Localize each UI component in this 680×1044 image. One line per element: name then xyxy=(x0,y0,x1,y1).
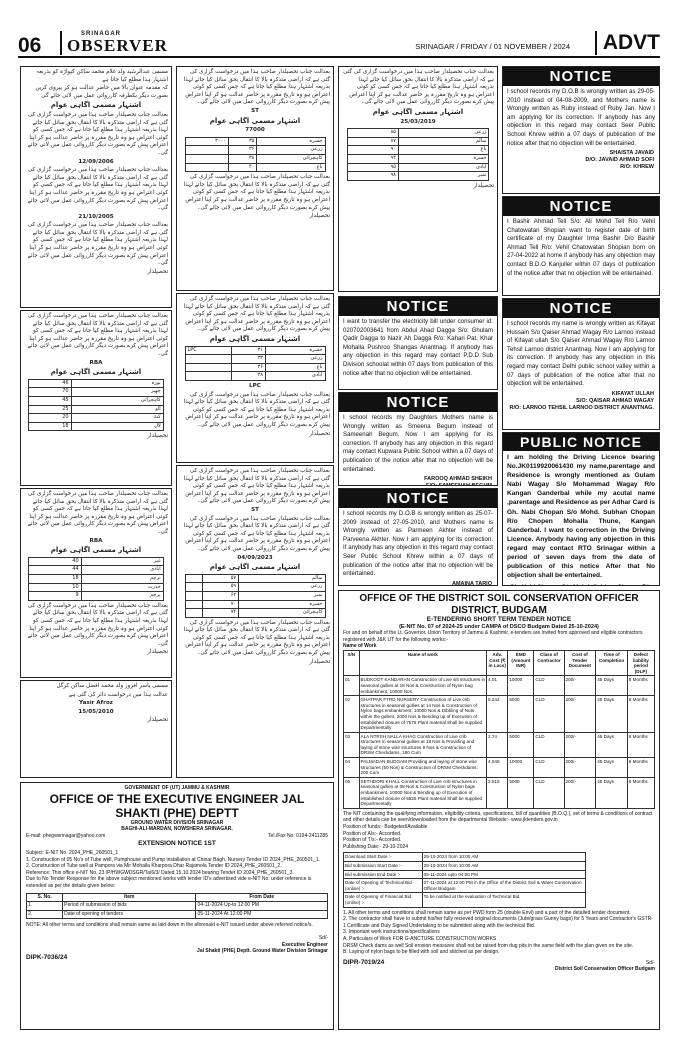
cell: ALA NTRSH NALLA KHAG Construction of Live crib structures in seasonal gullies at 18 Nos & Providing and laying of stone wire structures 8 Nos & Construction of DRSM Checkdams, 180 Cum xyxy=(359,732,487,757)
urdu-date: 15/05/2010 xyxy=(78,708,114,715)
notice-signature: R/O: LARNOO TEHSIL LARNOO DISTRICT ANANTNAG. xyxy=(509,404,654,411)
public-notice-title: PUBLIC NOTICE xyxy=(503,433,659,451)
phe-sub2: BAGHI-ALI-MARDAN, NOWSHERA SRINAGAR. xyxy=(121,826,233,833)
phe-govt: GOVERNMENT OF (UT) JAMMU & KASHMIR xyxy=(124,785,230,791)
urdu-land-table xyxy=(185,574,326,618)
urdu-para: بعدالت جناب تحصیلدار صاحب ہذا میں درخواست گزاری کی گئی ہے کہ اراضی متذکرہ بالا کا انتقال بحق سائل کیا جائے لہذا بذریعہ اشتہار ہذا مطلع کیا جاتا ہے کہ جس کسی کو کوئی اعتراض ہو وہ تاریخ مقررہ پر حاضر عدالت ہو کر اپنا اعتراض پیش کرے بصورت دیگر کارروائی عمل میں لائی جائے گی۔ xyxy=(27,111,168,156)
cell: 2.518 xyxy=(487,777,508,808)
cell: 6 Months xyxy=(627,732,654,757)
urdu-signature: تحصیلدار xyxy=(147,717,168,724)
cell: ۳۸ xyxy=(232,372,266,381)
page-number: 06 xyxy=(18,34,42,57)
cell: ۵۹ xyxy=(202,583,238,592)
cell xyxy=(185,574,202,583)
cell: 200/- xyxy=(564,676,596,696)
cell: ۹۲ xyxy=(347,154,398,163)
cell: ۳۸ xyxy=(228,154,257,163)
cell: ۷۰ xyxy=(202,600,238,609)
cell: ۸۷ xyxy=(347,137,398,146)
cell: ۳۶ xyxy=(232,363,266,372)
urdu-para: بعدالت جناب تحصیلدار صاحب ہذا میں درخواست گزاری کی گئی ہے کہ اراضی متذکرہ بالا کا انتقال بحق سائل کیا جائے لہذا بذریعہ اشتہار ہذا مطلع کیا جاتا ہے کہ جس کسی کو کوئی اعتراض ہو وہ تاریخ مقررہ پر حاضر عدالت ہو کر اپنا اعتراض پیش کرے بصورت دیگر کارروائی عمل میں لائی جائے گی۔ xyxy=(343,69,494,106)
urdu-ad-6 xyxy=(176,293,334,463)
tender-pos: Position of A/s:- Accorded. xyxy=(343,830,402,837)
urdu-para: بعدالت جناب تحصیلدار صاحب ہذا میں درخواست گزاری کی گئی ہے کہ اراضی متذکرہ بالا کا انتقال بحق سائل کیا جائے لہذا بذریعہ اشتہار ہذا مطلع کیا جاتا ہے کہ جس کسی کو کوئی اعتراض ہو وہ تاریخ مقررہ پر حاضر عدالت ہو کر اپنا اعتراض پیش کرے بصورت دیگر کارروائی عمل میں لائی جائے گی۔ xyxy=(183,515,330,552)
cell: 10000 xyxy=(508,676,534,696)
notice-signature: AMAINA TARIQ xyxy=(451,580,492,586)
cell: BUDKOOT KANDARAN Construction of Live silt structures in seasonal gullies at 18 Nos & Construction of Nylon bag embankment, 10000 Nos xyxy=(359,676,487,696)
cell: 2.74 xyxy=(487,732,508,757)
notice-electricity xyxy=(338,296,498,390)
cell: 200/- xyxy=(564,758,596,778)
notice-body: I school records my D.O.B is wrongly written as 29-05-2010 instead of 04-08-2009, and Mothers name is Wrongly written as Ruby instead of Ruby Jan. Now I am applying for its correction. If anybody has any objection in this regard may contact Seer Public School Khrew within a 07 days of publication of the notice after that no objection will be entertained. xyxy=(507,88,655,147)
cell xyxy=(185,163,228,172)
cell: 10 xyxy=(29,583,81,592)
urdu-para: بعدالت جناب تحصیلدار صاحب ہذا میں درخواست گزاری کی گئی ہے کہ اراضی متذکرہ بالا کا انتقال بحق سائل کیا جائے لہذا بذریعہ اشتہار ہذا مطلع کیا جاتا ہے کہ جس کسی کو کوئی اعتراض ہو وہ تاریخ مقررہ پر حاضر عدالت ہو کر اپنا اعتراض پیش کرے بصورت دیگر کارروائی عمل میں لائی جائے گی۔ xyxy=(27,222,168,267)
col-header: Time of Completion xyxy=(596,650,628,675)
cell: نرچم xyxy=(81,574,163,583)
urdu-code: ST xyxy=(251,107,259,114)
cell: Date of opening of tenders xyxy=(63,910,196,919)
masthead-title: OBSERVER xyxy=(67,36,168,55)
cell: 46 xyxy=(29,379,71,388)
urdu-signature: تحصیلدار xyxy=(309,430,330,437)
cell: ۸۵ xyxy=(347,129,398,138)
tender-sd: Sd/- xyxy=(645,959,655,966)
cell: کاہچرائی xyxy=(71,396,163,405)
phe-extension-title: EXTENSION NOTICE 1ST xyxy=(138,840,216,848)
urdu-heading: اشتہار مسمی اگاہی عوام xyxy=(50,368,142,377)
cell: کاہچرائی xyxy=(257,154,325,163)
cell: ۹۰ xyxy=(347,146,398,155)
cell: 07-11-2024 at 12:00 PM in the Office of the District Soil & Water Conservation Officer Budgam xyxy=(422,879,586,893)
cell xyxy=(185,355,232,364)
page-header xyxy=(18,31,660,58)
table-row xyxy=(344,732,655,757)
urdu-code: LPC xyxy=(249,382,261,389)
cell: نمبر xyxy=(239,591,325,600)
cell: 5.242 xyxy=(487,696,508,733)
urdu-line: کہ مقدمہ عنوان بالا میں حاضر عدالت ہو کر پیروی کریں بصورت دیگر یکطرفہ کارروائی عمل میں لائی جائے گی xyxy=(35,85,168,99)
tender-nit: (E-NIT No. 07 of 2024-25 under CAMPA of DSCO Budgam Dated 25-10-2024) xyxy=(399,623,599,630)
cell xyxy=(185,363,232,372)
cell: نوزہ xyxy=(71,379,163,388)
tender-mid: The NIT containing the qualifying information, eligibility criteria, specifications, bill of quantities (B.O.Q.), set of terms & conditions of contract and other details can be seen/downloaded from the departmental Website:- www.jktenders.gov.in xyxy=(343,810,653,824)
notice-signature: FAROOQ AHMAD SHEIKH xyxy=(424,476,492,483)
phe-subject: 2. Construction of Tube well at Pampora via Mir Mohalla Kharpora Dhar Rajamola Tender ID 2024_PHE_260501_2. xyxy=(26,863,282,870)
phe-body: Due to No Tender Response for the above subject mentioned works with tender ID's advertised vide e-NIT No. under reference is extended as per the details given below: xyxy=(26,876,312,889)
urdu-signature: تحصیلدار xyxy=(147,649,168,656)
urdu-signature: تحصیلدار xyxy=(473,182,494,189)
dateline: SRINAGAR / FRIDAY / 01 NOVEMBER / 2024 xyxy=(415,42,570,51)
masthead-city: SRINAGAR xyxy=(81,31,122,37)
cell: آلو xyxy=(71,405,163,414)
cell: Period of submission of bids xyxy=(63,902,196,911)
cell: CLD xyxy=(534,758,564,778)
cell: غیر xyxy=(81,557,163,566)
urdu-signature: تحصیلدار xyxy=(309,213,330,220)
urdu-line: مسمی عبدالرشید ولد غلام محمد ساکن کپواڑہ کو بذریعہ اشتہار ہذا مطلع کیا جاتا ہے xyxy=(36,69,168,83)
urdu-para: بعدالت جناب تحصیلدار صاحب ہذا میں درخواست گزاری کی گئی ہے کہ اراضی متذکرہ بالا کا انتقال بحق سائل کیا جائے لہذا بذریعہ اشتہار ہذا مطلع کیا جاتا ہے کہ جس کسی کو کوئی اعتراض ہو وہ تاریخ مقررہ پر حاضر عدالت ہو کر اپنا اعتراض پیش کرے بصورت دیگر کارروائی عمل میں لائی جائے گی۔ xyxy=(183,296,330,333)
urdu-ad-3 xyxy=(20,488,172,678)
cell: 200/- xyxy=(564,732,596,757)
cell: پرچم xyxy=(81,592,163,601)
cell xyxy=(185,154,228,163)
table-row xyxy=(27,910,328,919)
cell: 70 xyxy=(29,388,71,397)
cell: 03 xyxy=(344,732,360,757)
notice-body: I Bashir Ahmad Tell S/o: Ali Mohd Tell R/o Vehil Chatowatan Shopian want to register date of birth certificate of my Daughter Irma Bashir D/o Bashir Ahmad Tell R/o: Vehil Chatowatan Shopian born on 27-04-2022 at home if anybody has any objection may contact B.D.O Kanjuller within 07 days of publication of the notice after that no objection will be entertained. xyxy=(507,218,655,277)
col-header: Cost of Tender Document xyxy=(564,650,596,675)
cell: 40 xyxy=(29,557,81,566)
tender-intro: For and on behalf of the Lt. Governor, Union Territory of Jammu & Kashmir, e-tenders are invited from approved and eligible contractors registered with J&K UT for the following works:- xyxy=(343,630,643,643)
cell: 18 xyxy=(29,574,81,583)
cell xyxy=(185,609,202,618)
urdu-name: Yasir Afroz xyxy=(79,700,113,707)
urdu-land-table xyxy=(347,128,490,181)
public-notice xyxy=(502,432,660,586)
urdu-ad-5 xyxy=(176,66,334,291)
cell: ۵۷ xyxy=(202,574,238,583)
notice-body: I school records my Daughters Mothers name is Wrongly written as Smeena Begum instead of Sameenah Begum. Now I am applying for its correction. If anybody has any objection in this regard may contact Kupwara Public School within a 07 days of publication of the notice after that no objection will be entertained. xyxy=(343,414,493,473)
cell: 6 Months xyxy=(627,758,654,778)
col-header: S. No. xyxy=(27,893,63,902)
col-header: S/N xyxy=(344,650,360,675)
urdu-heading: اشتہار مسمی اگاہی عوام xyxy=(209,116,301,125)
col-header: Adv. Cost (₹ in Lacs) xyxy=(487,650,508,675)
cell: ۹۵ xyxy=(347,163,398,172)
notice-signature: D/O: JAVAID AHMAD SOFI xyxy=(585,157,654,164)
phe-extension-notice xyxy=(20,782,334,1030)
section-label: ADVT xyxy=(595,31,660,55)
cell: ۷۴ xyxy=(202,609,238,618)
cell: خسرہ xyxy=(399,154,489,163)
notice-title: NOTICE xyxy=(339,489,497,508)
cell: 04 xyxy=(344,758,360,778)
urdu-date: 21/10/2005 xyxy=(78,213,114,220)
cell: 1. xyxy=(27,902,63,911)
phe-title: OFFICE OF THE EXECUTIVE ENGINEER JAL SHAKTI (PHE) DEPTT xyxy=(49,791,305,820)
phe-sig1: Executive Engineer xyxy=(281,941,328,948)
cell: 5000 xyxy=(508,732,534,757)
col-header: Item xyxy=(63,893,196,902)
phe-note: NOTE: All other terms and conditions shall remain same as laid down in the aforesaid e-NIT issued under above referred notice/s. xyxy=(26,922,313,929)
cell: ۳۶ xyxy=(228,146,257,155)
col-header: Class of Contractor xyxy=(534,650,564,675)
urdu-amount: 77000 xyxy=(245,127,265,134)
tender-pos: Publishing Date:- 29-10-2024 xyxy=(343,843,409,850)
urdu-para: بعدالت جناب تحصیلدار صاحب ہذا میں درخواست گزاری کی گئی ہے کہ اراضی متذکرہ بالا کا انتقال بحق سائل کیا جائے لہذا بذریعہ اشتہار ہذا مطلع کیا جاتا ہے کہ جس کسی کو کوئی اعتراض ہو وہ تاریخ مقررہ پر حاضر عدالت ہو کر اپنا اعتراض پیش کرے بصورت دیگر کارروائی عمل میں لائی جائے گی۔ xyxy=(27,167,168,212)
cell: 45 Days xyxy=(596,758,628,778)
cell xyxy=(185,372,232,381)
tender-pos: Position of funds:- Budgeted/Available xyxy=(343,824,428,830)
phe-sd: Sd/- xyxy=(318,934,328,941)
urdu-code: RBA xyxy=(89,537,103,544)
cell: سالم xyxy=(239,574,325,583)
cell: زرعی xyxy=(239,583,325,592)
cell: 45 Days xyxy=(596,732,628,757)
notice-body: I school records my name is wrongly written as Kifayat Hussain S/o Qaiser Ahmad Wagay R/o Larnoo instead of Kifayat ullah S/o Qaiser Ahmad Wagay R/o Larnoo Tehsil Larnoo district Anantnag. Now I am applying for its correction. If anybody has any objection in this regard may contact Delhi public school valley within a 07 days of publication of the notice after that no objection will be entertained. xyxy=(507,320,655,388)
phe-table xyxy=(26,893,328,920)
urdu-ad-1 xyxy=(20,66,172,308)
phe-tel: Tel./Fax No: 0194-2411285 xyxy=(268,832,328,839)
cell: 01 xyxy=(344,676,360,696)
urdu-ad-7 xyxy=(176,465,334,778)
cell: 05-11-2024 At 12:00 PM xyxy=(196,910,328,919)
cell: PALMADAN BUDGAM Providing and laying of stone wire structures (50 Nos) & Construction of DRSM Checkdams, 200 Cum xyxy=(359,758,487,778)
cell: نمبر xyxy=(399,172,489,181)
urdu-signature: تحصیلدار xyxy=(147,433,168,440)
urdu-land-table xyxy=(185,137,326,172)
urdu-line: مسمی یاسر افروز ولد محمد افضل ساکن کرگل xyxy=(56,683,168,689)
cell: 5000 xyxy=(508,696,534,733)
cell: 6 Months xyxy=(627,777,654,808)
cell: لال xyxy=(71,422,163,431)
cell: زرعی xyxy=(399,129,489,138)
tender-term: A. Particulars of Work FOR G-ANCTURE CONSTRUCTION WORKS xyxy=(343,935,497,942)
cell: ۳۱ xyxy=(232,346,266,355)
urdu-ad-2 xyxy=(20,310,172,486)
urdu-code: RBA xyxy=(89,359,103,366)
urdu-line: عدالت ہذا میں درخواست دائر کی گئی ہے xyxy=(68,691,168,698)
cell: سالم xyxy=(399,137,489,146)
cell: کٹ xyxy=(71,414,163,423)
cell: باغ xyxy=(265,363,325,372)
notice-title: NOTICE xyxy=(503,67,659,86)
tender-term: 3. Important work instructions/specifications xyxy=(343,929,440,936)
notice-signature xyxy=(339,483,497,486)
public-notice-signature xyxy=(503,582,659,586)
notice-title: NOTICE xyxy=(339,393,497,412)
urdu-heading: اشتہار مسمی اگاہی عوام xyxy=(209,334,301,343)
cell: GHATPAR FTRD NURSERY Construction of Live crib structures in seasonal gullies at 14 Nos & Construction of Nylon bags embankment, 10000 Nos & Dibbling of Nuts within the gullies, 2000 Nos & Bending up of Execution of established closure of 7575 Plant material Shall be supplied Departmentally xyxy=(359,696,487,733)
tender-term: B. Laying of nylon bags to be filled with soil and stitched as per design. xyxy=(343,949,500,956)
urdu-date: 04/09/2023 xyxy=(237,554,273,561)
cell: CLD xyxy=(534,732,564,757)
cell xyxy=(185,146,228,155)
cell: آبادی xyxy=(399,163,489,172)
cell: 200/- xyxy=(564,777,596,808)
public-notice-body: I am holding the Driving Licence bearing No.JK0119920061430 my name,parentage and Residence is wrongly mentioned as Gulam Nabi Wagay S/o Mohammad Wagay R/o Kangan Ganderbal while my acutal name ,parentage and Residence as per Adhar Card is Gh. Nabi Chopan S/o Mohd. Subhan Chopan R/o Chopen Mohalla Thune, Kangan Ganderbal. I want to correction in the Driving Licence. Anybody having any objection in this regard may contact RTO Srinagar within a period of seven days from the date of publication of this notice After that No objection shall be entertained. xyxy=(507,454,655,580)
phe-email: E-mail: phegwsrinagar@yahoo.com xyxy=(26,832,106,839)
cell: Bid submission Start Date :- xyxy=(344,861,423,870)
soil-tender-notice xyxy=(338,590,660,1030)
cell xyxy=(185,583,202,592)
masthead-logo xyxy=(60,31,168,55)
urdu-signature: تحصیلدار xyxy=(309,658,330,665)
urdu-para: بعدالت جناب تحصیلدار صاحب ہذا میں درخواست گزاری کی گئی ہے کہ اراضی متذکرہ بالا کا انتقال بحق سائل کیا جائے لہذا بذریعہ اشتہار ہذا مطلع کیا جاتا ہے کہ جس کسی کو کوئی اعتراض ہو وہ تاریخ مقررہ پر حاضر عدالت ہو کر اپنا اعتراض پیش کرے بصورت دیگر کارروائی عمل میں لائی جائے گی۔ xyxy=(183,619,330,657)
cell: Download Start Date :- xyxy=(344,853,423,862)
cell: چھپر xyxy=(71,388,163,397)
cell: زرعی xyxy=(257,146,325,155)
tender-title: OFFICE OF THE DISTRICT SOIL CONSERVATION OFFICER DISTRICT, BUDGAM xyxy=(359,593,639,616)
col-header: Name of work xyxy=(359,650,487,675)
notice-school-2 xyxy=(338,392,498,486)
cell: کاہچرائی xyxy=(239,609,325,618)
cell: آبادی xyxy=(265,372,325,381)
cell: 45 Days xyxy=(596,676,628,696)
cell: 5000 xyxy=(508,777,534,808)
urdu-code: ST xyxy=(251,506,259,513)
cell: خسرہ xyxy=(265,346,325,355)
cell: 9 xyxy=(29,592,81,601)
cell xyxy=(185,591,202,600)
phe-subject: 1. Construction of 05 No's of Tube well, Pumphouse and Pump installation at Chinar Bagh, Nursery Tender ID 2024_PHE_260501_1. xyxy=(26,856,321,863)
cell: SETHDORI KHALL Construction of Live crib structures in seasonal gullies at 08 Nos & Construction of Nylon bags embankment, 10000 Nos & Bending up of Execution of established closure of 5525 Plant material Shall be supplied Departmentally xyxy=(359,777,487,808)
cell: 45 Days xyxy=(596,696,628,733)
phe-reference: Reference: This office e-NIT No. 23 /P/HWGWDSGR/Ta/6/3/ Dated 15.10.2024 bearing Tender ID 2024_PHE_260501_3. xyxy=(26,869,294,876)
cell: CLD xyxy=(534,676,564,696)
cell: خسرہ xyxy=(257,137,325,146)
cell: آبادی xyxy=(81,566,163,575)
notice-body: I want to transfer the electricity bill under consumer id: 020702003641 from Abdul Ahad Dagga S/o: Ghulam Qadir Dagga to Nazir Ah Dagga R/o: Kahari Pat, Khar Mohalla Pushroo Shangas Anantnag. If anybody has any objection in this regard may contact P.D.D Sub Division schoolat within 07 days from publication of this notice after that no objection will be entertained. xyxy=(343,318,493,377)
table-row xyxy=(27,902,328,911)
notice-signature: R/O: KHREW xyxy=(620,164,654,171)
notice-school-1 xyxy=(502,66,660,194)
phe-sig2: Jal Shakti (PHE) Deptt. Ground Water Division Srinagar xyxy=(197,948,328,955)
cell: 45 xyxy=(29,396,71,405)
urdu-heading: اشتہار مسمی اگاہی عوام xyxy=(372,107,464,116)
tender-table xyxy=(343,650,655,809)
cell: خدرت xyxy=(81,583,163,592)
cell: ۴۰ xyxy=(228,163,257,172)
cell: 4.01 xyxy=(487,676,508,696)
notice-name-correction xyxy=(502,298,660,430)
notice-signature: SHAISTA JAVAID xyxy=(609,150,654,157)
phe-dipr: DIPK-7036/24 xyxy=(26,953,68,961)
notice-body: I school records my D.O.B is wrongly written as 25-07-2009 instead of 27-05-2010, and Mothers name is Wrongly written as Parmeen Akhter instead of Parveena Akhter. Now I am applying for its correction. If anybody has any objection in this regard may contact Seer Public School Khrew within a 07 days of publication of the notice after that no objection will be entertained. xyxy=(343,510,493,578)
notice-birth xyxy=(502,196,660,296)
tender-subtitle: E-TENDERING SHORT TERM TENDER NOTICE xyxy=(426,616,572,623)
urdu-date: 12/09/2006 xyxy=(78,158,114,165)
cell: Date of Opening of Technical Bid (online) :- xyxy=(344,879,423,893)
cell: ۳۳ xyxy=(232,355,266,364)
cell: 44 xyxy=(29,566,81,575)
tender-pos: Position of T/s:- Accorded. xyxy=(343,837,402,844)
table-row xyxy=(344,696,655,733)
urdu-para: بعدالت جناب تحصیلدار صاحب ہذا میں درخواست گزاری کی گئی ہے کہ اراضی متذکرہ بالا کا انتقال بحق سائل کیا جائے لہذا بذریعہ اشتہار ہذا مطلع کیا جاتا ہے کہ جس کسی کو کوئی اعتراض ہو وہ تاریخ مقررہ پر حاضر عدالت ہو کر اپنا اعتراض پیش کرے بصورت دیگر کارروائی عمل میں لائی جائے گی۔ xyxy=(27,491,168,535)
tender-term: 1. All other terms and conditions shall remain same as per PWD form 25 (double Envl) and a part of the detailed tender document. xyxy=(343,909,631,916)
cell: Date of Opening of Financial Bid (online) :- xyxy=(344,893,423,907)
cell: 4.049 xyxy=(487,758,508,778)
cell: 45 Days xyxy=(596,777,628,808)
cell: 10000 xyxy=(508,758,534,778)
cell: Bid submission End Date :- xyxy=(344,870,423,879)
cell: To be notified at the evaluation of Technical Bid. xyxy=(422,893,586,907)
cell: خسرہ xyxy=(239,600,325,609)
urdu-land-table xyxy=(28,379,163,432)
cell: 20 xyxy=(29,414,71,423)
table-row xyxy=(344,676,655,696)
tender-name-heading: Name of Work xyxy=(343,643,377,650)
cell: ۶۲ xyxy=(202,591,238,600)
urdu-para: بعدالت جناب تحصیلدار صاحب ہذا میں درخواست گزاری کی گئی ہے کہ اراضی متذکرہ بالا کا انتقال بحق سائل کیا جائے لہذا بذریعہ اشتہار ہذا مطلع کیا جاتا ہے کہ جس کسی کو کوئی اعتراض ہو وہ تاریخ مقررہ پر حاضر عدالت ہو کر اپنا اعتراض پیش کرے بصورت دیگر کارروائی عمل میں لائی جائے گی۔ xyxy=(27,602,168,647)
urdu-ad-4 xyxy=(20,680,172,778)
urdu-heading: اشتہار مسمی اگاہی عوام xyxy=(50,546,142,555)
cell: CLD xyxy=(534,777,564,808)
cell: 18 xyxy=(29,422,71,431)
cell: 04-11-2024 Up-to 12:00 PM xyxy=(196,902,328,911)
tender-signature: District Soil Conservation Officer Budgam xyxy=(554,966,655,973)
cell: زرعی xyxy=(265,355,325,364)
cell: 29-10-2024 from 10:00 AM xyxy=(422,861,586,870)
urdu-date: 25/03/2019 xyxy=(400,118,436,125)
phe-sub1: GROUND WATER DIVISION SRINAGAR xyxy=(130,819,224,826)
col-header: Defect liability period (DLP) xyxy=(627,650,654,675)
cell: ۳۵ xyxy=(228,137,257,146)
table-row xyxy=(344,758,655,778)
cell: باغ xyxy=(257,163,325,172)
notice-title: NOTICE xyxy=(339,297,497,316)
cell: 05-11-2024 upto 04:00 PM xyxy=(422,870,586,879)
notice-title: NOTICE xyxy=(503,299,659,318)
phe-nit: Subject: E-NIT No. 2024_PHE_260501_1 xyxy=(26,849,119,856)
cell: LPC xyxy=(185,346,232,355)
cell xyxy=(185,600,202,609)
table-row xyxy=(344,777,655,808)
notice-signature: S/O: QAISAR AHMAD WAGAY xyxy=(576,397,654,404)
cell: ۹۸ xyxy=(347,172,398,181)
urdu-heading: اشتہار مسمی اگاہی عوام xyxy=(50,101,142,110)
cell: 29-10-2024 from 10:00 AM xyxy=(422,853,586,862)
cell: باغ xyxy=(399,146,489,155)
urdu-para: بعدالت جناب تحصیلدار صاحب ہذا میں درخواست گزاری کی گئی ہے کہ اراضی متذکرہ بالا کا انتقال بحق سائل کیا جائے لہذا بذریعہ اشتہار ہذا مطلع کیا جاتا ہے کہ جس کسی کو کوئی اعتراض ہو وہ تاریخ مقررہ پر حاضر عدالت ہو کر اپنا اعتراض پیش کرے بصورت دیگر کارروائی عمل میں لائی جائے گی۔ xyxy=(183,69,330,106)
notice-school-3 xyxy=(338,488,498,586)
col-header: EMD (Amount INR) xyxy=(508,650,534,675)
urdu-para: بعدالت جناب تحصیلدار صاحب ہذا میں درخواست گزاری کی گئی ہے کہ اراضی متذکرہ بالا کا انتقال بحق سائل کیا جائے لہذا بذریعہ اشتہار ہذا مطلع کیا جاتا ہے کہ جس کسی کو کوئی اعتراض ہو وہ تاریخ مقررہ پر حاضر عدالت ہو کر اپنا اعتراض پیش کرے بصورت دیگر کارروائی عمل میں لائی جائے گی۔ xyxy=(183,468,330,505)
cell: 6 Months xyxy=(627,676,654,696)
cell: CLD xyxy=(534,696,564,733)
urdu-land-table xyxy=(28,557,163,601)
notice-title: NOTICE xyxy=(503,197,659,216)
cell: 2. xyxy=(27,910,63,919)
tender-term: DRSM Check dams as well Soil erosion measures shall not be raised from dug pits in the same field with the plan given on the site. xyxy=(343,942,634,949)
urdu-signature: تحصیلدار xyxy=(147,268,168,275)
urdu-land-table xyxy=(185,346,326,381)
tender-dates-table xyxy=(343,852,586,907)
cell: 05 xyxy=(344,777,360,808)
cell: 200/- xyxy=(564,696,596,733)
col-header: From Date xyxy=(196,893,328,902)
urdu-heading: اشتہار مسمی اگاہی عوام xyxy=(209,563,301,572)
urdu-para: بعدالت جناب تحصیلدار صاحب ہذا میں درخواست گزاری کی گئی ہے کہ اراضی متذکرہ بالا کا انتقال بحق سائل کیا جائے لہذا بذریعہ اشتہار ہذا مطلع کیا جاتا ہے کہ جس کسی کو کوئی اعتراض ہو وہ تاریخ مقررہ پر حاضر عدالت ہو کر اپنا اعتراض پیش کرے بصورت دیگر کارروائی عمل میں لائی جائے گی۔ xyxy=(183,391,330,428)
urdu-para: بعدالت جناب تحصیلدار صاحب ہذا میں درخواست گزاری کی گئی ہے کہ اراضی متذکرہ بالا کا انتقال بحق سائل کیا جائے لہذا بذریعہ اشتہار ہذا مطلع کیا جاتا ہے کہ جس کسی کو کوئی اعتراض ہو وہ تاریخ مقررہ پر حاضر عدالت ہو کر اپنا اعتراض پیش کرے بصورت دیگر کارروائی عمل میں لائی جائے گی۔ xyxy=(183,174,330,211)
cell: 6 Months xyxy=(627,696,654,733)
cell: 25 xyxy=(29,405,71,414)
tender-term: 2. The contractor shall have to submit his/her fully recieved original documents (Jute/grass Gunny bags) for 5 Years and Contractor's GSTR-1 Certificate and Duly Signed Undertaking to be submitted along with the technical Bid. xyxy=(343,916,653,929)
notice-signature: KIFAYAT ULLAH xyxy=(611,390,654,397)
cell: 02 xyxy=(344,696,360,733)
urdu-para: بعدالت جناب تحصیلدار صاحب ہذا میں درخواست گزاری کی گئی ہے کہ اراضی متذکرہ بالا کا انتقال بحق سائل کیا جائے لہذا بذریعہ اشتہار ہذا مطلع کیا جاتا ہے کہ جس کسی کو کوئی اعتراض ہو وہ تاریخ مقررہ پر حاضر عدالت ہو کر اپنا اعتراض پیش کرے بصورت دیگر کارروائی عمل میں لائی جائے گی۔ xyxy=(27,313,168,357)
urdu-ad-8 xyxy=(338,66,498,292)
tender-dipr: DIPR-7019/24 xyxy=(343,958,385,966)
cell: ۳۰۰۰ xyxy=(185,137,228,146)
